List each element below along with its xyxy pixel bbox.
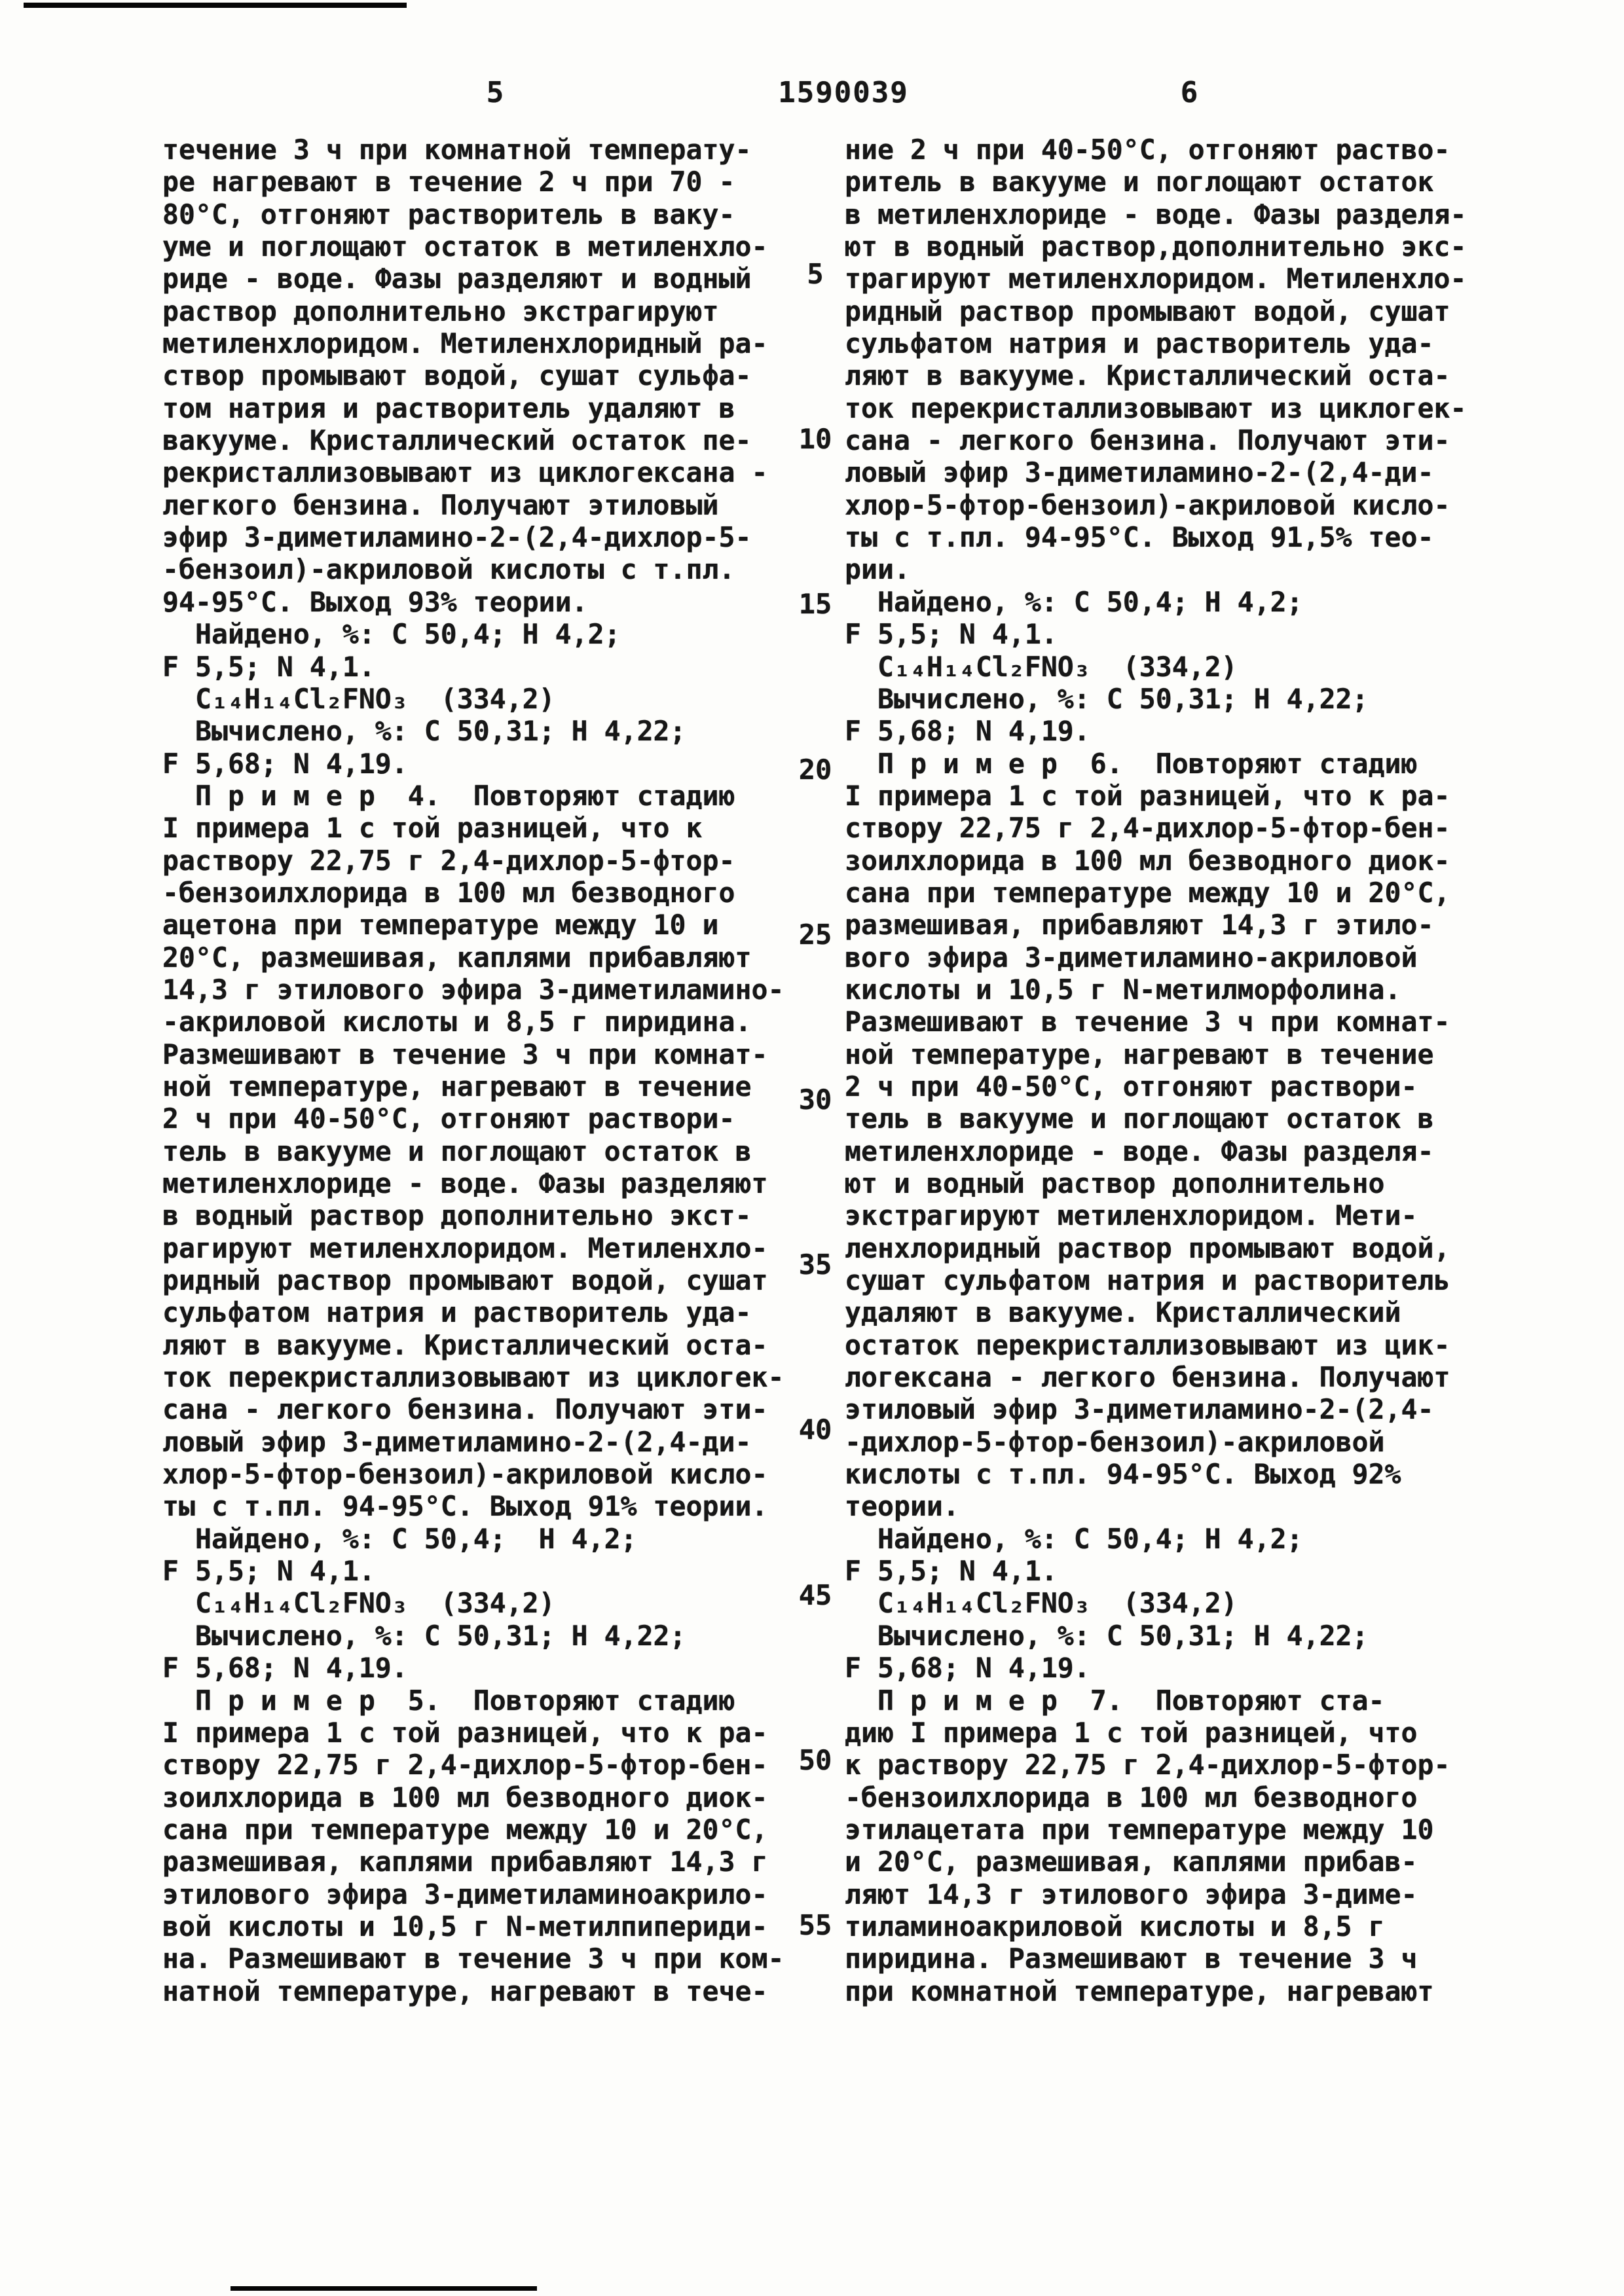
text-line: остаток перекристаллизовывают из цик- [845,1328,1450,1361]
text-line: сана при температуре между 10 и 20°С, [845,876,1450,909]
text-line: эфир 3-диметиламино-2-(2,4-дихлор-5- [162,521,752,554]
text-line: ляют 14,3 г этилового эфира 3-диме- [845,1878,1418,1910]
text-line: зоилхлорида в 100 мл безводного диок- [845,844,1450,877]
text-column-right [845,134,1516,2007]
text-line: П р и м е р 4. Повторяют стадию [162,779,735,812]
gutter-line-number: 25 [798,918,832,951]
text-line: F 5,5; N 4,1. [845,1555,1058,1588]
text-line: рагируют метиленхлоридом. Метиленхло- [162,1231,768,1264]
text-line: F 5,68; N 4,19. [162,1652,408,1685]
gutter-line-number: 30 [798,1084,832,1116]
text-line: ние 2 ч при 40-50°С, отгоняют раство- [845,134,1450,166]
text-line: П р и м е р 6. Повторяют стадию [845,747,1418,780]
text-line: тиламиноакриловой кислоты и 8,5 г [845,1910,1385,1942]
text-line: метиленхлориде - воде. Фазы разделя- [845,1135,1434,1167]
scan-artifact-bottom-line [231,2286,537,2291]
text-line: 2 ч при 40-50°С, отгоняют раствори- [162,1102,735,1135]
text-line: F 5,68; N 4,19. [162,747,408,780]
text-line: ловый эфир 3-диметиламино-2-(2,4-ди- [162,1425,752,1458]
text-line: 20°С, размешивая, каплями прибавляют [162,941,752,974]
text-line: сушат сульфатом натрия и растворитель [845,1264,1450,1297]
text-line: размешивая, прибавляют 14,3 г этило- [845,909,1434,941]
text-line: I примера 1 с той разницей, что к ра- [845,779,1450,812]
gutter-line-number: 20 [798,753,832,786]
gutter-line-numbers [781,0,849,2296]
text-line: кислоты с т.пл. 94-95°С. Выход 92% [845,1458,1401,1491]
gutter-line-number: 40 [798,1413,832,1446]
text-line: 2 ч при 40-50°С, отгоняют раствори- [845,1070,1418,1102]
text-line: к раствору 22,75 г 2,4-дихлор-5-фтор- [845,1749,1450,1781]
text-line: Размешивают в течение 3 ч при комнат- [845,1006,1450,1038]
gutter-line-number: 55 [798,1909,832,1941]
text-line: сульфатом натрия и растворитель уда- [845,327,1434,360]
text-line: ной температуре, нагревают в течение [162,1070,752,1102]
gutter-line-number: 15 [798,588,832,621]
text-line: F 5,68; N 4,19. [845,1652,1090,1685]
text-line: C₁₄H₁₄Cl₂FNO₃ (334,2) [845,650,1238,683]
text-line: C₁₄H₁₄Cl₂FNO₃ (334,2) [162,1587,555,1620]
text-line: ридный раствор промывают водой, сушат [162,1264,768,1297]
text-line: ют в водный раствор,дополнительно экс- [845,230,1467,263]
text-line: C₁₄H₁₄Cl₂FNO₃ (334,2) [162,682,555,715]
text-line: логексана - легкого бензина. Получают [845,1361,1450,1394]
text-line: Вычислено, %: С 50,31; Н 4,22; [162,715,686,748]
text-line: ной температуре, нагревают в течение [845,1038,1434,1070]
text-line: -бензоилхлорида в 100 мл безводного [845,1781,1418,1813]
text-line: риде - воде. Фазы разделяют и водный [162,263,752,295]
text-line: метиленхлориде - воде. Фазы разделяют [162,1167,768,1199]
text-line: хлор-5-фтор-бензоил)-акриловой кисло- [845,488,1450,521]
text-line: Найдено, %: С 50,4; Н 4,2; [162,1522,637,1555]
text-column-left [162,134,824,2007]
text-line: раствор дополнительно экстрагируют [162,295,719,327]
text-line: легкого бензина. Получают этиловый [162,488,719,521]
text-line: ток перекристаллизовывают из циклогек- [845,392,1467,424]
page-number-right: 6 [1180,76,1200,109]
text-line: ре нагревают в течение 2 ч при 70 - [162,166,735,198]
text-line: ют и водный раствор дополнительно [845,1167,1385,1199]
text-line: ритель в вакууме и поглощают остаток [845,166,1434,198]
scan-artifact-top-line [24,3,407,8]
text-line: П р и м е р 5. Повторяют стадию [162,1684,735,1717]
text-line: I примера 1 с той разницей, что к ра- [162,1716,768,1749]
text-line: этилацетата при температуре между 10 [845,1813,1434,1846]
text-line: вого эфира 3-диметиламино-акриловой [845,941,1418,974]
text-line: сульфатом натрия и растворитель уда- [162,1296,752,1329]
text-line: П р и м е р 7. Повторяют ста- [845,1684,1385,1717]
text-line: тель в вакууме и поглощают остаток в [162,1135,752,1167]
text-line: Вычислено, %: С 50,31; Н 4,22; [162,1619,686,1652]
text-line: рии. [845,553,910,586]
patent-number: 1590039 [778,76,909,109]
text-line: Найдено, %: С 50,4; Н 4,2; [162,618,621,651]
text-line: Вычислено, %: С 50,31; Н 4,22; [845,682,1369,715]
text-line: F 5,5; N 4,1. [162,650,375,683]
text-line: этиловый эфир 3-диметиламино-2-(2,4- [845,1393,1434,1426]
text-line: трагируют метиленхлоридом. Метиленхло- [845,263,1467,295]
text-line: створу 22,75 г 2,4-дихлор-5-фтор-бен- [162,1749,768,1781]
text-line: дию I примера 1 с той разницей, что [845,1716,1418,1749]
text-line: метиленхлоридом. Метиленхлоридный ра- [162,327,768,360]
text-line: C₁₄H₁₄Cl₂FNO₃ (334,2) [845,1587,1238,1620]
text-line: ток перекристаллизовывают из циклогек- [162,1361,784,1394]
text-line: вакууме. Кристаллический остаток пе- [162,424,752,457]
text-line: сана - легкого бензина. Получают эти- [845,424,1450,457]
text-line: уме и поглощают остаток в метиленхло- [162,230,768,263]
text-line: рекристаллизовывают из циклогексана - [162,456,768,489]
text-line: ляют в вакууме. Кристаллический оста- [845,359,1450,392]
text-line: тель в вакууме и поглощают остаток в [845,1102,1434,1135]
text-line: Найдено, %: С 50,4; Н 4,2; [845,585,1303,618]
text-line: пиридина. Размешивают в течение 3 ч [845,1942,1418,1975]
text-line: 80°С, отгоняют растворитель в ваку- [162,198,735,230]
page-number-left: 5 [486,76,506,109]
gutter-line-number: 5 [807,258,824,290]
text-line: I примера 1 с той разницей, что к [162,812,703,845]
text-line: ловый эфир 3-диметиламино-2-(2,4-ди- [845,456,1434,489]
text-line: этилового эфира 3-диметиламиноакрило- [162,1878,768,1910]
text-line: ацетона при температуре между 10 и [162,909,719,941]
text-line: и 20°С, размешивая, каплями прибав- [845,1846,1418,1878]
text-line: сана - легкого бензина. Получают эти- [162,1393,768,1426]
text-line: F 5,68; N 4,19. [845,715,1090,748]
text-line: теории. [845,1490,959,1523]
text-line: F 5,5; N 4,1. [162,1555,375,1588]
text-line: -бензоилхлорида в 100 мл безводного [162,876,735,909]
text-line: F 5,5; N 4,1. [845,618,1058,651]
text-line: на. Размешивают в течение 3 ч при ком- [162,1942,784,1975]
text-line: Найдено, %: С 50,4; Н 4,2; [845,1522,1303,1555]
text-line: 94-95°С. Выход 93% теории. [162,585,588,618]
text-line: створу 22,75 г 2,4-дихлор-5-фтор-бен- [845,812,1450,845]
text-line: -акриловой кислоты и 8,5 г пиридина. [162,1006,752,1038]
text-line: течение 3 ч при комнатной температу- [162,134,752,166]
text-line: вой кислоты и 10,5 г N-метилпипериди- [162,1910,768,1942]
text-line: зоилхлорида в 100 мл безводного диок- [162,1781,768,1813]
text-line: -дихлор-5-фтор-бензоил)-акриловой [845,1425,1385,1458]
text-line: ты с т.пл. 94-95°С. Выход 91% теории. [162,1490,768,1523]
text-line: -бензоил)-акриловой кислоты с т.пл. [162,553,735,586]
text-line: ридный раствор промывают водой, сушат [845,295,1450,327]
text-line: раствору 22,75 г 2,4-дихлор-5-фтор- [162,844,735,877]
text-line: Вычислено, %: С 50,31; Н 4,22; [845,1619,1369,1652]
text-line: в метиленхлориде - воде. Фазы разделя- [845,198,1467,230]
text-line: сана при температуре между 10 и 20°С, [162,1813,768,1846]
text-line: хлор-5-фтор-бензоил)-акриловой кисло- [162,1458,768,1491]
text-line: ленхлоридный раствор промывают водой, [845,1231,1450,1264]
text-line: ты с т.пл. 94-95°С. Выход 91,5% тео- [845,521,1434,554]
text-line: том натрия и растворитель удаляют в [162,392,735,424]
text-line: при комнатной температуре, нагревают [845,1975,1434,2007]
text-line: удаляют в вакууме. Кристаллический [845,1296,1401,1329]
text-line: размешивая, каплями прибавляют 14,3 г [162,1846,768,1878]
gutter-line-number: 45 [798,1578,832,1611]
text-line: экстрагируют метиленхлоридом. Мети- [845,1199,1418,1232]
gutter-line-number: 10 [798,423,832,456]
text-line: 14,3 г этилового эфира 3-диметиламино- [162,973,784,1006]
gutter-line-number: 35 [798,1248,832,1281]
text-line: створ промывают водой, сушат сульфа- [162,359,752,392]
text-line: ляют в вакууме. Кристаллический оста- [162,1328,768,1361]
text-line: натной температуре, нагревают в тече- [162,1975,768,2007]
gutter-line-number: 50 [798,1743,832,1776]
text-line: Размешивают в течение 3 ч при комнат- [162,1038,768,1070]
text-line: в водный раствор дополнительно экст- [162,1199,752,1232]
text-line: кислоты и 10,5 г N-метилморфолина. [845,973,1401,1006]
